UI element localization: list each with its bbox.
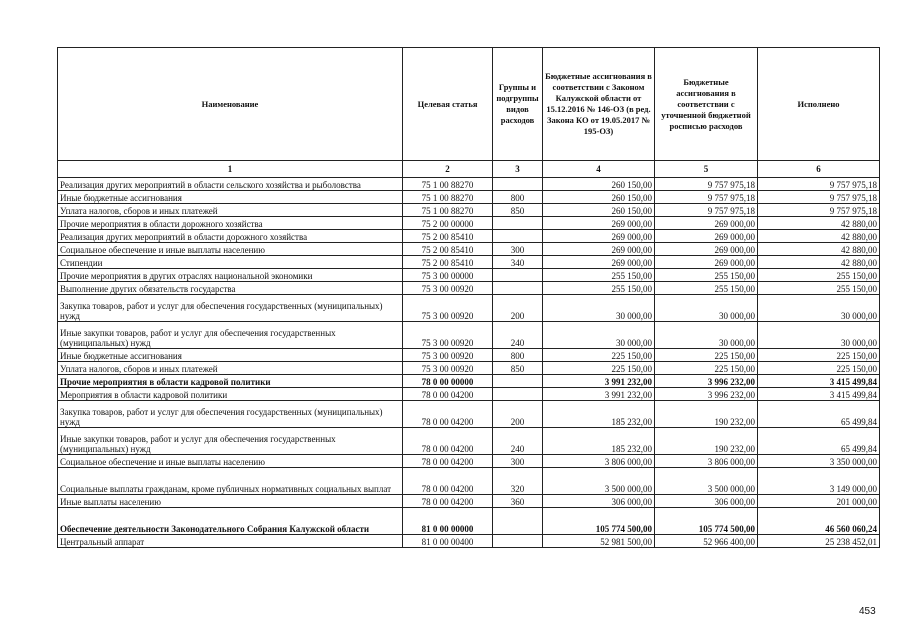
row-refined-allocation: 3 996 232,00 <box>655 388 758 401</box>
row-name: Иные бюджетные ассигнования <box>58 349 403 362</box>
row-refined-allocation: 30 000,00 <box>655 295 758 322</box>
row-executed: 201 000,00 <box>758 495 880 508</box>
table-row <box>58 191 880 204</box>
row-name: Иные выплаты населению <box>58 495 403 508</box>
row-expense-group: 850 <box>493 204 543 217</box>
row-refined-allocation: 190 232,00 <box>655 428 758 455</box>
header-name: Наименование <box>58 48 403 161</box>
table-row <box>58 375 880 388</box>
row-target-article: 75 2 00 00000 <box>403 217 493 230</box>
row-law-allocation: 105 774 500,00 <box>543 508 655 535</box>
row-target-article: 75 2 00 85410 <box>403 230 493 243</box>
header-expense-groups: Группы и подгруппы видов расходов <box>493 48 543 161</box>
table-row <box>58 428 880 455</box>
row-law-allocation: 3 806 000,00 <box>543 455 655 468</box>
row-target-article: 75 3 00 00920 <box>403 295 493 322</box>
row-law-allocation: 306 000,00 <box>543 495 655 508</box>
row-refined-allocation: 269 000,00 <box>655 243 758 256</box>
row-law-allocation: 185 232,00 <box>543 401 655 428</box>
row-name: Центральный аппарат <box>58 535 403 548</box>
row-target-article: 75 3 00 00920 <box>403 282 493 295</box>
row-target-article: 75 1 00 88270 <box>403 191 493 204</box>
row-target-article: 78 0 00 04200 <box>403 455 493 468</box>
table-row <box>58 362 880 375</box>
column-number: 1 <box>58 161 403 178</box>
table-row <box>58 468 880 495</box>
row-name: Уплата налогов, сборов и иных платежей <box>58 204 403 217</box>
row-refined-allocation: 225 150,00 <box>655 349 758 362</box>
row-name: Прочие мероприятия в других отраслях национальной экономики <box>58 269 403 282</box>
row-expense-group: 800 <box>493 349 543 362</box>
table-body <box>58 178 880 548</box>
table-row <box>58 178 880 191</box>
row-refined-allocation: 269 000,00 <box>655 256 758 269</box>
row-law-allocation: 260 150,00 <box>543 204 655 217</box>
table-row <box>58 401 880 428</box>
row-executed: 30 000,00 <box>758 295 880 322</box>
table-row <box>58 388 880 401</box>
row-law-allocation: 225 150,00 <box>543 349 655 362</box>
row-law-allocation: 269 000,00 <box>543 243 655 256</box>
column-number: 2 <box>403 161 493 178</box>
row-target-article: 78 0 00 00000 <box>403 375 493 388</box>
row-refined-allocation: 105 774 500,00 <box>655 508 758 535</box>
row-expense-group <box>493 217 543 230</box>
row-expense-group <box>493 375 543 388</box>
column-number: 3 <box>493 161 543 178</box>
budget-table <box>57 47 880 548</box>
budget-report-sheet <box>57 47 879 548</box>
table-row <box>58 256 880 269</box>
header-law-allocations: Бюджетные ассигнования в соответствии с Законом Калужской области от 15.12.2016 № 146-ОЗ (в ред. Закона КО от 19.05.2017 № 195-ОЗ) <box>543 48 655 161</box>
row-target-article: 78 0 00 04200 <box>403 388 493 401</box>
row-expense-group: 240 <box>493 428 543 455</box>
row-executed: 65 499,84 <box>758 428 880 455</box>
row-target-article: 75 1 00 88270 <box>403 178 493 191</box>
row-law-allocation: 269 000,00 <box>543 217 655 230</box>
row-expense-group <box>493 178 543 191</box>
row-target-article: 78 0 00 04200 <box>403 495 493 508</box>
table-row <box>58 282 880 295</box>
table-row <box>58 349 880 362</box>
row-name: Реализация других мероприятий в области сельского хозяйства и рыболовства <box>58 178 403 191</box>
row-refined-allocation: 255 150,00 <box>655 282 758 295</box>
row-target-article: 75 3 00 00920 <box>403 322 493 349</box>
row-executed: 225 150,00 <box>758 362 880 375</box>
row-expense-group: 300 <box>493 243 543 256</box>
row-law-allocation: 260 150,00 <box>543 178 655 191</box>
row-executed: 9 757 975,18 <box>758 204 880 217</box>
row-name: Стипендии <box>58 256 403 269</box>
row-executed: 225 150,00 <box>758 349 880 362</box>
row-executed: 255 150,00 <box>758 282 880 295</box>
row-law-allocation: 225 150,00 <box>543 362 655 375</box>
row-expense-group <box>493 508 543 535</box>
row-expense-group: 300 <box>493 455 543 468</box>
header-executed: Исполнено <box>758 48 880 161</box>
row-law-allocation: 269 000,00 <box>543 256 655 269</box>
table-row <box>58 495 880 508</box>
row-name: Закупка товаров, работ и услуг для обеспечения государственных (муниципальных) нужд <box>58 295 403 322</box>
row-executed: 3 415 499,84 <box>758 375 880 388</box>
row-name: Социальное обеспечение и иные выплаты населению <box>58 243 403 256</box>
header-refined-allocations: Бюджетные ассигнования в соответствии с уточненной бюджетной росписью расходов <box>655 48 758 161</box>
row-target-article: 75 3 00 00920 <box>403 362 493 375</box>
row-name: Иные закупки товаров, работ и услуг для обеспечения государственных (муниципальных) нужд <box>58 322 403 349</box>
row-expense-group <box>493 535 543 548</box>
row-law-allocation: 3 500 000,00 <box>543 468 655 495</box>
table-row <box>58 455 880 468</box>
row-name: Обеспечение деятельности Законодательного Собрания Калужской области <box>58 508 403 535</box>
header-row <box>58 48 880 161</box>
row-refined-allocation: 9 757 975,18 <box>655 204 758 217</box>
row-expense-group: 850 <box>493 362 543 375</box>
row-executed: 3 149 000,00 <box>758 468 880 495</box>
row-expense-group: 200 <box>493 295 543 322</box>
row-law-allocation: 255 150,00 <box>543 282 655 295</box>
row-target-article: 75 3 00 00000 <box>403 269 493 282</box>
table-row <box>58 295 880 322</box>
row-law-allocation: 3 991 232,00 <box>543 388 655 401</box>
row-law-allocation: 30 000,00 <box>543 322 655 349</box>
table-row <box>58 508 880 535</box>
row-name: Иные бюджетные ассигнования <box>58 191 403 204</box>
row-executed: 25 238 452,01 <box>758 535 880 548</box>
row-law-allocation: 260 150,00 <box>543 191 655 204</box>
row-refined-allocation: 225 150,00 <box>655 362 758 375</box>
row-executed: 46 560 060,24 <box>758 508 880 535</box>
row-refined-allocation: 9 757 975,18 <box>655 191 758 204</box>
row-refined-allocation: 3 996 232,00 <box>655 375 758 388</box>
row-executed: 42 880,00 <box>758 230 880 243</box>
header-target-article: Целевая статья <box>403 48 493 161</box>
row-name: Иные закупки товаров, работ и услуг для обеспечения государственных (муниципальных) нужд <box>58 428 403 455</box>
row-law-allocation: 30 000,00 <box>543 295 655 322</box>
row-expense-group <box>493 230 543 243</box>
row-name: Прочие мероприятия в области кадровой политики <box>58 375 403 388</box>
row-name: Уплата налогов, сборов и иных платежей <box>58 362 403 375</box>
row-refined-allocation: 30 000,00 <box>655 322 758 349</box>
row-target-article: 81 0 00 00000 <box>403 508 493 535</box>
table-row <box>58 269 880 282</box>
row-name: Социальные выплаты гражданам, кроме публичных нормативных социальных выплат <box>58 468 403 495</box>
row-target-article: 81 0 00 00400 <box>403 535 493 548</box>
row-target-article: 75 2 00 85410 <box>403 243 493 256</box>
row-refined-allocation: 190 232,00 <box>655 401 758 428</box>
row-name: Прочие мероприятия в области дорожного хозяйства <box>58 217 403 230</box>
row-target-article: 78 0 00 04200 <box>403 401 493 428</box>
row-expense-group: 240 <box>493 322 543 349</box>
row-refined-allocation: 52 966 400,00 <box>655 535 758 548</box>
row-name: Мероприятия в области кадровой политики <box>58 388 403 401</box>
row-law-allocation: 255 150,00 <box>543 269 655 282</box>
row-expense-group: 340 <box>493 256 543 269</box>
table-row <box>58 243 880 256</box>
row-law-allocation: 269 000,00 <box>543 230 655 243</box>
table-row <box>58 204 880 217</box>
row-expense-group <box>493 282 543 295</box>
row-target-article: 78 0 00 04200 <box>403 468 493 495</box>
row-executed: 9 757 975,18 <box>758 178 880 191</box>
row-refined-allocation: 3 500 000,00 <box>655 468 758 495</box>
row-law-allocation: 52 981 500,00 <box>543 535 655 548</box>
row-executed: 42 880,00 <box>758 243 880 256</box>
row-name: Социальное обеспечение и иные выплаты населению <box>58 455 403 468</box>
row-refined-allocation: 9 757 975,18 <box>655 178 758 191</box>
row-target-article: 78 0 00 04200 <box>403 428 493 455</box>
row-executed: 3 415 499,84 <box>758 388 880 401</box>
row-target-article: 75 2 00 85410 <box>403 256 493 269</box>
table-row <box>58 230 880 243</box>
table-row <box>58 535 880 548</box>
column-number-row <box>58 161 880 178</box>
row-executed: 65 499,84 <box>758 401 880 428</box>
row-expense-group <box>493 388 543 401</box>
row-executed: 255 150,00 <box>758 269 880 282</box>
row-name: Выполнение других обязательств государства <box>58 282 403 295</box>
row-executed: 30 000,00 <box>758 322 880 349</box>
row-expense-group: 320 <box>493 468 543 495</box>
row-name: Реализация других мероприятий в области дорожного хозяйства <box>58 230 403 243</box>
row-name: Закупка товаров, работ и услуг для обеспечения государственных (муниципальных) нужд <box>58 401 403 428</box>
row-refined-allocation: 3 806 000,00 <box>655 455 758 468</box>
row-executed: 42 880,00 <box>758 256 880 269</box>
row-refined-allocation: 306 000,00 <box>655 495 758 508</box>
row-executed: 9 757 975,18 <box>758 191 880 204</box>
row-law-allocation: 185 232,00 <box>543 428 655 455</box>
column-number: 5 <box>655 161 758 178</box>
row-expense-group: 800 <box>493 191 543 204</box>
row-expense-group <box>493 269 543 282</box>
row-executed: 42 880,00 <box>758 217 880 230</box>
row-target-article: 75 1 00 88270 <box>403 204 493 217</box>
row-target-article: 75 3 00 00920 <box>403 349 493 362</box>
row-refined-allocation: 255 150,00 <box>655 269 758 282</box>
row-law-allocation: 3 991 232,00 <box>543 375 655 388</box>
row-executed: 3 350 000,00 <box>758 455 880 468</box>
table-row <box>58 322 880 349</box>
table-row <box>58 217 880 230</box>
row-expense-group: 200 <box>493 401 543 428</box>
column-number: 6 <box>758 161 880 178</box>
row-refined-allocation: 269 000,00 <box>655 230 758 243</box>
page-number: 453 <box>859 606 876 617</box>
column-number: 4 <box>543 161 655 178</box>
row-expense-group: 360 <box>493 495 543 508</box>
row-refined-allocation: 269 000,00 <box>655 217 758 230</box>
